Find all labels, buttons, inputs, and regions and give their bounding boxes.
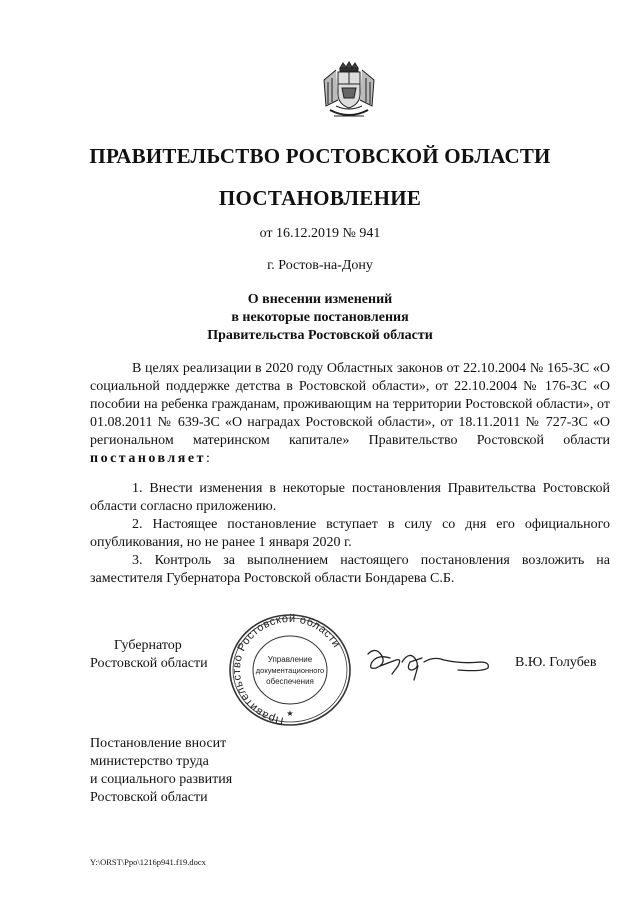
decree-item: 2. Настоящее постановление вступает в силу со дня его официального опубликования, но не ранее 1 января 2020 г.	[90, 517, 610, 550]
submitter-line: Ростовской области	[90, 790, 208, 805]
preamble-colon: :	[205, 451, 210, 466]
preamble-paragraph	[90, 360, 610, 468]
submitter-line: и социального развития	[90, 772, 233, 787]
subject-line: О внесении изменений	[247, 292, 393, 307]
submitter-block	[90, 735, 232, 807]
handwritten-signature-icon	[362, 640, 494, 684]
document-subject	[0, 291, 640, 345]
subject-line: Правительства Ростовской области	[207, 328, 433, 343]
subject-line: в некоторые постановления	[231, 310, 409, 325]
submitter-line: министерство труда	[90, 754, 209, 769]
seal-inner-line: обеспечения	[266, 677, 314, 686]
svg-text:★: ★	[286, 709, 294, 718]
decree-items	[90, 480, 610, 588]
signatory-title-line: Губернатор	[114, 638, 182, 653]
decree-item: 1. Внести изменения в некоторые постановления Правительства Ростовской области согласно приложению.	[90, 481, 610, 514]
document-city: г. Ростов-на-Дону	[267, 258, 373, 273]
document-type-title: ПОСТАНОВЛЕНИЕ	[218, 186, 422, 210]
document-date-number: от 16.12.2019 № 941	[259, 226, 381, 241]
decree-word: постановляет	[90, 451, 206, 466]
preamble-text: В целях реализации в 2020 году Областных законов от 22.10.2004 № 165-ЗС «О социальной поддержке детства в Ростовской области», от 22.10.2004 № 176-ЗС «О пособии на ребенка гражданам, проживающим на территории Ростовской области», от 01.08.2011 № 639-ЗС «О наградах Ростовской области», от 18.11.2011 № 727-ЗС «О региональном материнском капитале» Правительство Ростовской области	[90, 361, 610, 448]
seal-outer-text: Правительство Ростовской области	[230, 612, 343, 727]
signatory-title-line: Ростовской области	[90, 656, 208, 671]
government-title: ПРАВИТЕЛЬСТВО РОСТОВСКОЙ ОБЛАСТИ	[89, 144, 551, 168]
signatory-title	[90, 637, 208, 673]
signatory-name: В.Ю. Голубев	[515, 655, 597, 670]
seal-inner-line: Управление	[267, 655, 313, 664]
coat-of-arms-icon	[316, 60, 382, 126]
decree-item: 3. Контроль за выполнением настоящего постановления возложить на заместителя Губернатора Ростовской области Бондарева С.Б.	[90, 553, 610, 586]
submitter-line: Постановление вносит	[90, 736, 227, 751]
seal-inner-line: документационного	[255, 666, 325, 675]
round-seal-icon	[226, 612, 354, 728]
file-path-footer: Y:\ORST\Ppo\1216p941.f19.docx	[90, 857, 206, 867]
